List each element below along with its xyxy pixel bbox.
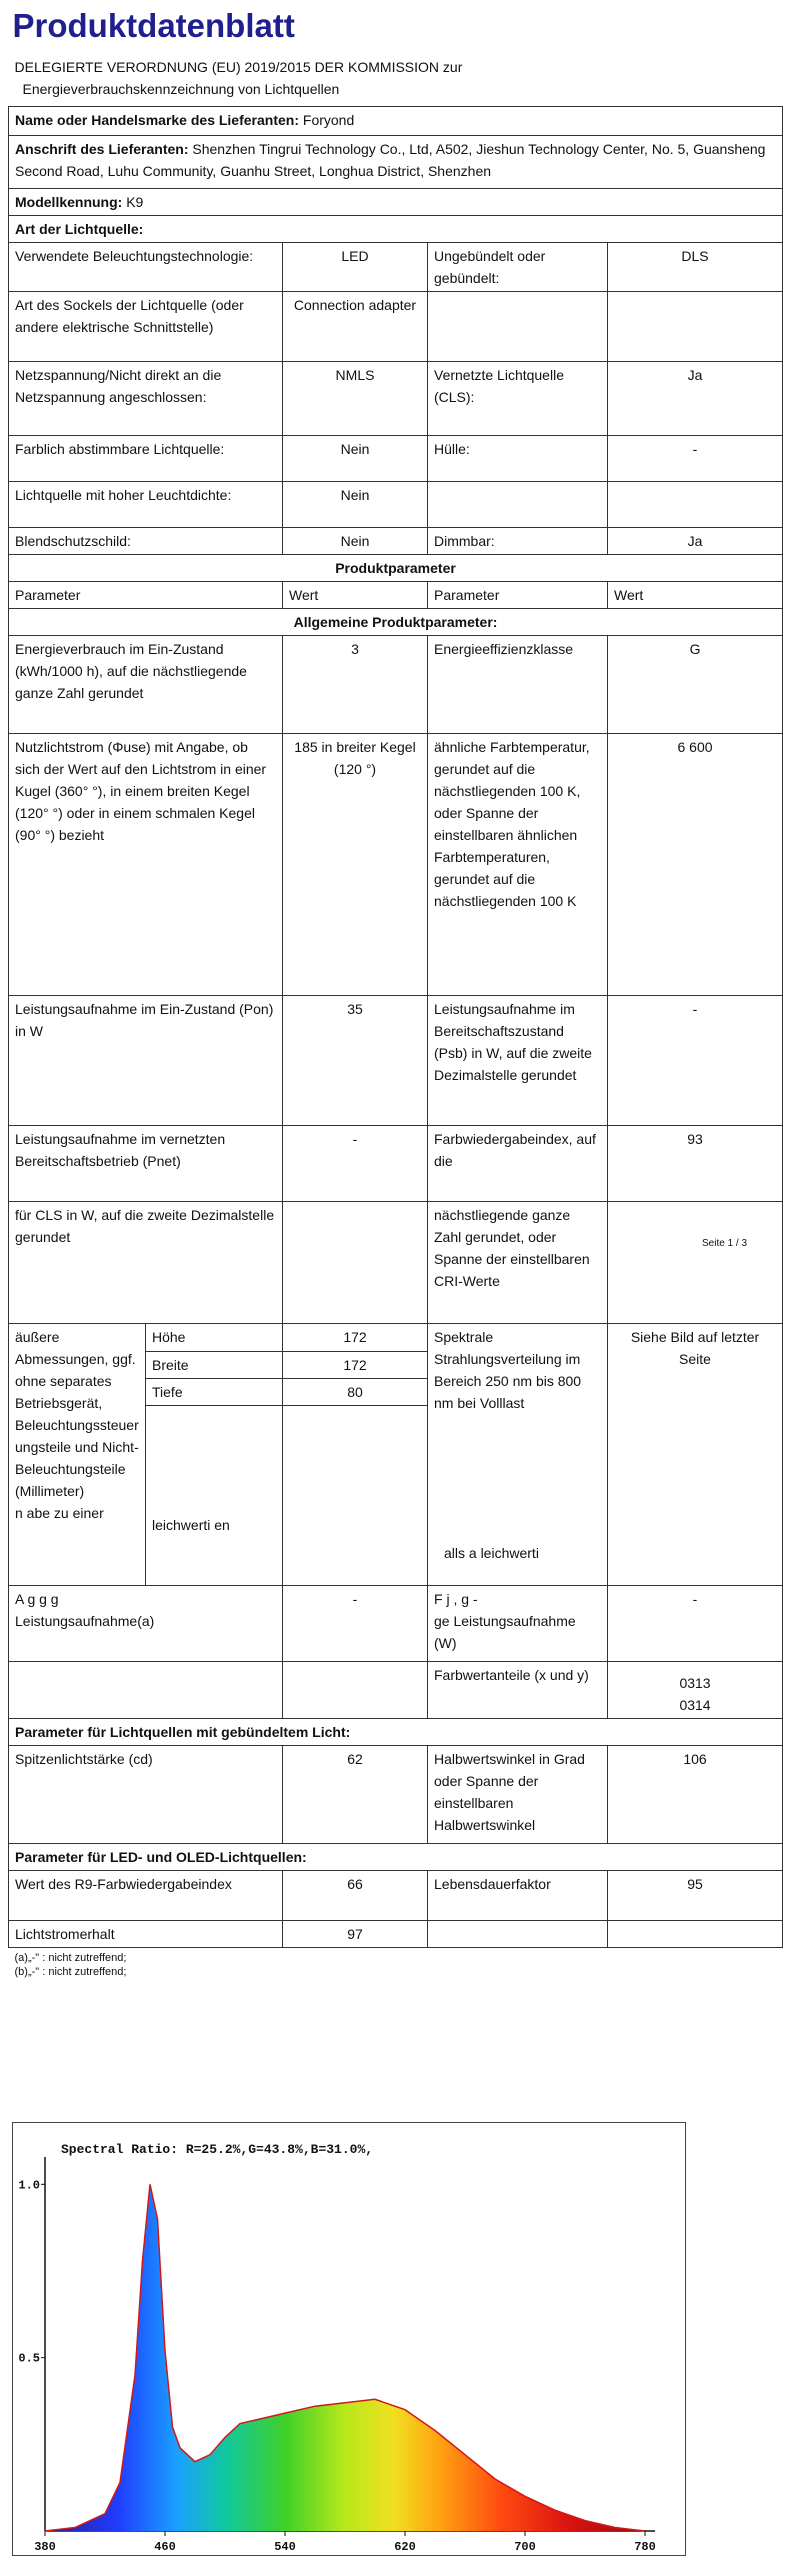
socket-label: Art des Sockels der Lichtquelle (oder andere elektrische Schnittstelle) xyxy=(9,292,283,362)
empty-cell xyxy=(608,1202,783,1324)
power-label-2-line-2: ge Leistungsaufnahme (W) xyxy=(434,1613,576,1651)
model-id: K9 xyxy=(126,194,144,210)
r9-label: Wert des R9-Farbwiedergabeindex xyxy=(9,1871,283,1921)
dimmable-label: Dimmbar: xyxy=(428,528,608,555)
tech-label: Verwendete Beleuchtungstechnologie: xyxy=(9,243,283,292)
power-label xyxy=(9,1586,283,1662)
x-tick-label: 540 xyxy=(274,2540,296,2554)
survival-factor-label: Lebensdauerfaktor xyxy=(428,1871,608,1921)
dimmable-value: Ja xyxy=(608,528,783,555)
beam-angle-value: 106 xyxy=(608,1746,783,1844)
y-tick-label: 0.5 xyxy=(18,2351,40,2366)
x-tick-label: 460 xyxy=(154,2540,176,2554)
high-luminance-label: Lichtquelle mit hoher Leuchtdichte: xyxy=(9,482,283,528)
tunable-value: Nein xyxy=(283,436,428,482)
depth-label: Tiefe xyxy=(146,1379,283,1406)
networked-standby-label: Leistungsaufnahme im vernetzten Bereitschaftsbetrieb (Pnet) xyxy=(9,1126,283,1202)
empty-cell xyxy=(608,292,783,362)
peak-intensity-value: 62 xyxy=(283,1746,428,1844)
chart-plot xyxy=(18,2157,655,2554)
supplier-name-row xyxy=(9,107,783,136)
mains-value: NMLS xyxy=(283,362,428,436)
cct-value: 6 600 xyxy=(608,734,783,996)
page-title: Produktdatenblatt xyxy=(12,7,295,44)
empty-cell xyxy=(428,1921,608,1948)
power-label-line-1: A g g g xyxy=(15,1591,59,1607)
regulation-line-1: DELEGIERTE VERORDNUNG (EU) 2019/2015 DER KOMMISSION zur xyxy=(14,59,463,75)
cri-label: Farbwiedergabeindex, auf die xyxy=(428,1126,608,1202)
page-number: Seite 1 / 3 xyxy=(702,1238,748,1249)
empty-cell xyxy=(283,1202,428,1324)
empty-cell xyxy=(9,1662,283,1719)
width-value: 172 xyxy=(283,1352,428,1379)
lumen-maintenance-value: 97 xyxy=(283,1921,428,1948)
survival-factor-value: 95 xyxy=(608,1871,783,1921)
model-row xyxy=(9,189,783,216)
tunable-label: Farblich abstimmbare Lichtquelle: xyxy=(9,436,283,482)
col-value-header: Wert xyxy=(608,582,783,609)
col-param-header: Parameter xyxy=(428,582,608,609)
power-value: - xyxy=(283,1586,428,1662)
regulation-line-2: Energieverbrauchskennzeichnung von Lichtquellen xyxy=(22,81,340,97)
footnote-b: (b)„-" : nicht zutreffend; xyxy=(14,1966,127,1978)
y-tick-label: 1.0 xyxy=(18,2178,40,2193)
cri-value: 93 xyxy=(608,1126,783,1202)
high-luminance-value: Nein xyxy=(283,482,428,528)
directional-header: Parameter für Lichtquellen mit gebündeltem Licht: xyxy=(9,1719,783,1746)
product-params-header: Produktparameter xyxy=(9,555,783,582)
light-type-header: Art der Lichtquelle: xyxy=(9,216,783,243)
empty-cell xyxy=(428,292,608,362)
empty-cell xyxy=(608,482,783,528)
power-label-line-2: Leistungsaufnahme(a) xyxy=(15,1613,155,1629)
x-tick-label: 380 xyxy=(34,2540,56,2554)
glare-shield-label: Blendschutzschild: xyxy=(9,528,283,555)
supplier-address-label: Anschrift des Lieferanten: xyxy=(15,141,189,157)
networked-standby-label-cont: für CLS in W, auf die zweite Dezimalstelle gerundet xyxy=(9,1202,283,1324)
energy-consumption-value: 3 xyxy=(283,636,428,734)
general-params-header: Allgemeine Produktparameter: xyxy=(9,609,783,636)
x-tick-label: 780 xyxy=(634,2540,656,2554)
chromaticity-value xyxy=(608,1662,783,1719)
supplier-address: Shenzhen Tingrui Technology Co., Ltd, A502, Jieshun Technology Center, No. 5, Guansheng Second Road, Luhu Community, Guanhu Street, Longhua District, Shenzhen xyxy=(15,141,766,179)
height-value: 172 xyxy=(283,1324,428,1352)
supplier-name: Foryond xyxy=(302,112,355,128)
mains-label: Netzspannung/Nicht direkt an die Netzspannung angeschlossen: xyxy=(9,362,283,436)
tech-value: LED xyxy=(283,243,428,292)
dimensions-label xyxy=(9,1324,146,1586)
dimensions-extra: leichwerti en xyxy=(146,1406,283,1586)
supplier-name-label: Name oder Handelsmarke des Lieferanten: xyxy=(15,112,299,128)
beam-angle-label: Halbwertswinkel in Grad oder Spanne der einstellbaren Halbwertswinkel xyxy=(428,1746,608,1844)
spectral-label xyxy=(428,1324,608,1586)
empty-cell xyxy=(283,1406,428,1586)
dimensions-text-tail: n abe zu einer xyxy=(15,1505,104,1521)
empty-cell xyxy=(283,1662,428,1719)
col-value-header: Wert xyxy=(283,582,428,609)
regulation-text xyxy=(9,50,783,107)
cls-label: Vernetzte Lichtquelle (CLS): xyxy=(428,362,608,436)
glare-shield-value: Nein xyxy=(283,528,428,555)
cct-label: ähnliche Farbtemperatur, gerundet auf die nächstliegenden 100 K, oder Spanne der einstellbaren ähnlichen Farbtemperaturen, gerundet auf die nächstliegenden 100 K xyxy=(428,734,608,996)
chromaticity-label: Farbwertanteile (x und y) xyxy=(428,1662,608,1719)
peak-intensity-label: Spitzenlichtstärke (cd) xyxy=(9,1746,283,1844)
lumen-maintenance-label: Lichtstromerhalt xyxy=(9,1921,283,1948)
depth-value: 80 xyxy=(283,1379,428,1406)
chromaticity-y: 0314 xyxy=(679,1697,711,1713)
empty-cell xyxy=(428,482,608,528)
cri-label-cont: nächstliegende ganze Zahl gerundet, oder Spanne der einstellbaren CRI-Werte xyxy=(428,1202,608,1324)
footnote-a: (a)„-" : nicht zutreffend; xyxy=(14,1952,127,1964)
envelope-label: Hülle: xyxy=(428,436,608,482)
networked-standby-value: - xyxy=(283,1126,428,1202)
standby-power-value: - xyxy=(608,996,783,1126)
led-header: Parameter für LED- und OLED-Lichtquellen: xyxy=(9,1844,783,1871)
spectrum-area xyxy=(45,2184,645,2531)
spectral-text: Spektrale Strahlungsverteilung im Bereich 250 nm bis 800 nm bei Volllast xyxy=(434,1329,582,1411)
energy-consumption-label: Energieverbrauch im Ein-Zustand (kWh/1000 h), auf die nächstliegende ganze Zahl gerundet xyxy=(9,636,283,734)
chromaticity-x: 0313 xyxy=(679,1675,711,1691)
luminous-flux-label: Nutzlichtstrom (Φuse) mit Angabe, ob sich der Wert auf den Lichtstrom in einer Kugel (360° °), in einem breiten Kegel (120° °) oder in einem schmalen Kegel (90° °) bezieht xyxy=(9,734,283,996)
socket-value: Connection adapter xyxy=(283,292,428,362)
x-tick-label: 700 xyxy=(514,2540,536,2554)
width-label: Breite xyxy=(146,1352,283,1379)
spectral-extra: alls a leichwerti xyxy=(444,1545,539,1561)
col-param-header: Parameter xyxy=(9,582,283,609)
directional-label: Ungebündelt oder gebündelt: xyxy=(428,243,608,292)
spectrum-svg xyxy=(13,2123,685,2555)
spectral-value: Siehe Bild auf letzter Seite xyxy=(608,1324,783,1586)
datasheet-table xyxy=(8,0,783,1981)
directional-value: DLS xyxy=(608,243,783,292)
standby-power-label: Leistungsaufnahme im Bereitschaftszustand (Psb) in W, auf die zweite Dezimalstelle gerundet xyxy=(428,996,608,1126)
on-mode-power-label: Leistungsaufnahme im Ein-Zustand (Pon) in W xyxy=(9,996,283,1126)
luminous-flux-value: 185 in breiter Kegel (120 °) xyxy=(283,734,428,996)
on-mode-power-value: 35 xyxy=(283,996,428,1126)
envelope-value: - xyxy=(608,436,783,482)
chart-title: Spectral Ratio: R=25.2%,G=43.8%,B=31.0%, xyxy=(61,2142,374,2157)
energy-class-value: G xyxy=(608,636,783,734)
model-label: Modellkennung: xyxy=(15,194,123,210)
supplier-address-row xyxy=(9,136,783,189)
cls-value: Ja xyxy=(608,362,783,436)
power-label-2 xyxy=(428,1586,608,1662)
energy-class-label: Energieeffizienzklasse xyxy=(428,636,608,734)
power-label-2-line-1: F j , g - xyxy=(434,1591,478,1607)
dimensions-text: äußere Abmessungen, ggf. ohne separates Betriebsgerät, Beleuchtungssteuerungsteile und Nicht-Beleuchtungsteile (Millimeter) xyxy=(15,1329,139,1499)
height-label: Höhe xyxy=(146,1324,283,1352)
footnotes xyxy=(9,1948,783,1982)
empty-cell xyxy=(608,1921,783,1948)
r9-value: 66 xyxy=(283,1871,428,1921)
spectrum-chart xyxy=(12,2122,686,2556)
x-tick-label: 620 xyxy=(394,2540,416,2554)
power-value-2: - xyxy=(608,1586,783,1662)
